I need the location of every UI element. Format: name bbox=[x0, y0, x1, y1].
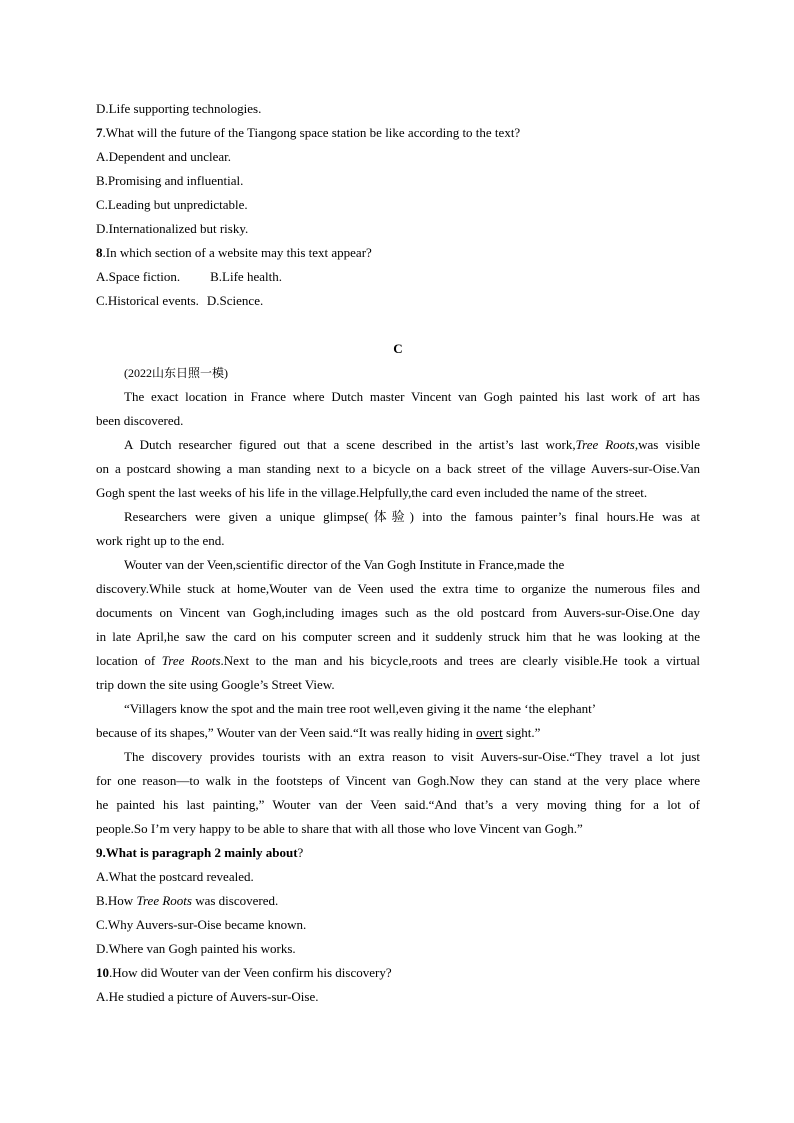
text: was discovered. bbox=[191, 893, 279, 908]
p6-line-1: The discovery provides tourists with an extra reason to visit Auvers-sur-Oise.“They travel a lot just bbox=[124, 749, 700, 764]
q8-options-row-2 bbox=[96, 289, 700, 313]
p6-line-3: he painted his last painting,” Wouter van der Veen said.“And that’s a very moving thing for a lot of bbox=[96, 797, 700, 812]
p1-line-1: The exact location in France where Dutch master Vincent van Gogh painted his last work of art has bbox=[124, 389, 700, 404]
q9-option-a: A.What the postcard revealed. bbox=[96, 869, 254, 884]
q9-option-d: D.Where van Gogh painted his works. bbox=[96, 941, 296, 956]
q6-option-d: D.Life supporting technologies. bbox=[96, 101, 262, 116]
text: .Next to the man and his bicycle,roots and trees are clearly visible.He took a virtual bbox=[220, 653, 700, 668]
question-number: 9 bbox=[96, 845, 103, 860]
p4-line-6: trip down the site using Google’s Street View. bbox=[96, 677, 335, 692]
q8-option-a: A.Space fiction. bbox=[96, 269, 181, 284]
text: B.How bbox=[96, 893, 137, 908]
p5-line-2 bbox=[96, 721, 700, 745]
p4-line-5 bbox=[96, 649, 700, 673]
q8-option-b: B.Life health. bbox=[210, 269, 282, 284]
question-stem: .In which section of a website may this text appear? bbox=[102, 245, 372, 260]
document-page bbox=[96, 97, 700, 1009]
q8-options-row-1 bbox=[96, 265, 700, 289]
p6-line-2: for one reason—to walk in the footsteps of Vincent van Gogh.Now they can stand at the very place where bbox=[96, 773, 700, 788]
section-source: (2022山东日照一模) bbox=[124, 366, 228, 380]
artwork-title: Tree Roots bbox=[575, 437, 635, 452]
artwork-title: Tree Roots bbox=[136, 893, 192, 908]
q7-option-c: C.Leading but unpredictable. bbox=[96, 197, 248, 212]
text: ,was visible bbox=[634, 437, 700, 452]
p4-line-4: in late April,he saw the card on his computer screen and it suddenly struck him that he was looking at the bbox=[96, 629, 700, 644]
q8-option-d: D.Science. bbox=[206, 293, 264, 308]
q7-option-b: B.Promising and influential. bbox=[96, 173, 244, 188]
question-7 bbox=[96, 121, 700, 145]
question-number: 10 bbox=[96, 965, 109, 980]
text: A Dutch researcher figured out that a scene described in the artist’s last work, bbox=[124, 437, 576, 452]
question-9 bbox=[96, 841, 700, 865]
p6-line-4: people.So I’m very happy to be able to share that with all those who love Vincent van Gogh.” bbox=[96, 821, 583, 836]
p4-line-3: documents on Vincent van Gogh,including images such as the old postcard from Auvers-sur-Oise.One day bbox=[96, 605, 700, 620]
p3-line-2: work right up to the end. bbox=[96, 533, 225, 548]
question-number: 7 bbox=[96, 125, 103, 140]
q9-option-c: C.Why Auvers-sur-Oise became known. bbox=[96, 917, 307, 932]
p2-line-2: on a postcard showing a man standing next to a bicycle on a back street of the village Auvers-sur-Oise.Van bbox=[96, 461, 700, 476]
text: location of bbox=[96, 653, 162, 668]
question-10 bbox=[96, 961, 700, 985]
underlined-word: overt bbox=[476, 725, 503, 740]
q10-option-a: A.He studied a picture of Auvers-sur-Oise. bbox=[96, 989, 319, 1004]
artwork-title: Tree Roots bbox=[161, 653, 221, 668]
p4-line-1: Wouter van der Veen,scientific director of the Van Gogh Institute in France,made the bbox=[124, 557, 565, 572]
question-number: 8 bbox=[96, 245, 103, 260]
question-stem: .What is paragraph 2 mainly about bbox=[102, 845, 298, 860]
p2-line-3: Gogh spent the last weeks of his life in the village.Helpfully,the card even included the name of the street. bbox=[96, 485, 648, 500]
question-end: ? bbox=[297, 845, 304, 860]
text: because of its shapes,” Wouter van der Veen said.“It was really hiding in bbox=[96, 725, 477, 740]
p4-line-2: discovery.While stuck at home,Wouter van de Veen used the extra time to organize the numerous files and bbox=[96, 581, 700, 596]
p1-line-2: been discovered. bbox=[96, 413, 184, 428]
question-stem: .What will the future of the Tiangong space station be like according to the text? bbox=[102, 125, 521, 140]
section-c-title: C bbox=[393, 341, 403, 356]
text: sight.” bbox=[502, 725, 541, 740]
question-stem: .How did Wouter van der Veen confirm his discovery? bbox=[109, 965, 392, 980]
question-8 bbox=[96, 241, 700, 265]
q9-option-b bbox=[96, 889, 700, 913]
p3-line-1: Researchers were given a unique glimpse(体验) into the famous painter’s final hours.He was at bbox=[124, 509, 700, 524]
p2-line-1 bbox=[96, 433, 700, 457]
p5-line-1: “Villagers know the spot and the main tree root well,even giving it the name ‘the elephant’ bbox=[124, 701, 597, 716]
q7-option-a: A.Dependent and unclear. bbox=[96, 149, 232, 164]
q7-option-d: D.Internationalized but risky. bbox=[96, 221, 249, 236]
q8-option-c: C.Historical events. bbox=[96, 293, 199, 308]
